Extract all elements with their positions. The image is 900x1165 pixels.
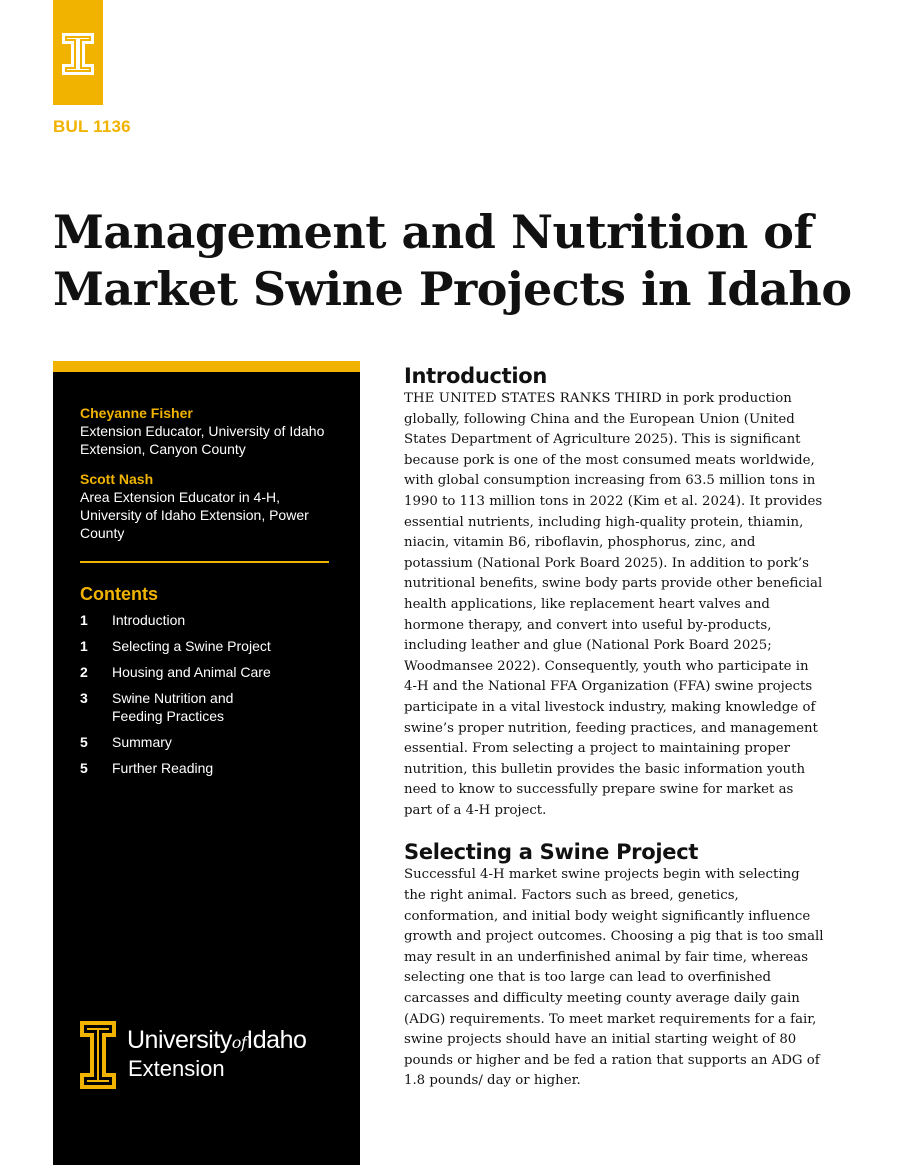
author-affiliation: Area Extension Educator in 4-H, University of Idaho Extension, Power County (80, 489, 309, 541)
toc-page-number: 5 (80, 760, 88, 776)
toc-label: Housing and Animal Care (112, 664, 271, 680)
main-content (404, 363, 824, 1092)
wordmark-of: of (231, 1033, 247, 1052)
section-introduction (404, 363, 824, 821)
section-heading: Selecting a Swine Project (404, 840, 699, 865)
author-name: Scott Nash (80, 471, 154, 487)
block-i-logo-icon (62, 33, 94, 75)
toc-label: Summary (112, 734, 172, 750)
toc-page-number: 1 (80, 612, 88, 628)
author-affiliation: Extension Educator, University of Idaho Extension, Canyon County (80, 423, 325, 457)
sidebar-divider (80, 561, 329, 563)
university-of-idaho-extension-logo (80, 1021, 340, 1091)
toc-page-number: 5 (80, 734, 88, 750)
title-line-2: Market Swine Projects in Idaho (53, 262, 852, 316)
toc-item[interactable] (80, 689, 340, 725)
header-logo-tab (53, 0, 103, 105)
toc-label: Introduction (112, 612, 186, 628)
section-paragraph: Successful 4-H market swine projects begin with selecting the right animal. Factors such as breed, genetics, conformation, and initial body weight significantly influence growth and project outcomes. Choosing a pig that is too small may result in an underfinished animal by fair time, whereas selecting one that is too large can lead to overfinished carcasses and difficulty meeting county average daily gain (ADG) requirements. To meet market requirements for a fair, swine projects should have an initial starting weight of 80 pounds or higher and be fed a ration that supports an ADG of 1.8 pounds/ day or higher. (404, 867, 824, 1089)
toc-page-number: 3 (80, 690, 88, 706)
sidebar-gold-bar (53, 361, 360, 372)
wordmark-university: University (127, 1026, 232, 1054)
bulletin-number: BUL 1136 (53, 117, 131, 136)
toc-label: Selecting a Swine Project (112, 638, 271, 654)
paragraph-body: in pork production globally, following China and the European Union (United States Department of Agriculture 2025). This is significant because pork is one of the most consumed meats worldwide, with global consumption increasing from 63.5 million tons in 1990 to 113 million tons in 2022 (Kim et al. 2024). It provides essential nutrients, including high-quality protein, thiamin, niacin, vitamin B6, riboflavin, phosphorus, zinc, and potassium (National Pork Board 2025). In addition to pork’s nutritional benefits, swine body parts provide other beneficial health applications, like replacement heart valves and hormone therapy, and convert into useful by-products, including leather and glue (National Pork Board 2025; Woodmansee 2022). Consequently, youth who participate in 4-H and the National FFA Organization (FFA) swine projects participate in a vital livestock industry, making knowledge of swine’s proper nutrition, feeding practices, and management essential. From selecting a project to maintaining proper nutrition, this bulletin provides the basic information youth need to know to successfully prepare swine for market as part of a 4-H project. (404, 391, 823, 818)
toc-page-number: 1 (80, 638, 88, 654)
author-block (80, 470, 340, 542)
author-block (80, 404, 340, 458)
wordmark-extension: Extension (128, 1056, 225, 1081)
university-wordmark (127, 1026, 306, 1057)
sidebar (53, 361, 360, 1165)
block-i-logo-icon (80, 1021, 116, 1089)
toc-label: Further Reading (112, 760, 214, 776)
section-heading: Introduction (404, 364, 548, 388)
wordmark-idaho: Idaho (246, 1026, 307, 1054)
toc-item[interactable] (80, 733, 340, 751)
paragraph-lead-in: THE UNITED STATES RANKS THIRD (404, 391, 662, 406)
toc-item[interactable] (80, 759, 340, 777)
section-paragraph (404, 389, 824, 821)
toc-item[interactable] (80, 663, 340, 681)
page-title (53, 204, 853, 318)
contents-heading: Contents (80, 584, 158, 604)
section-selecting (404, 839, 824, 1092)
toc-page-number: 2 (80, 664, 88, 680)
author-name: Cheyanne Fisher (80, 405, 193, 421)
toc-item[interactable] (80, 611, 340, 629)
toc-label: Swine Nutrition and Feeding Practices (112, 690, 234, 724)
title-line-1: Management and Nutrition of (53, 205, 813, 259)
toc-item[interactable] (80, 637, 340, 655)
table-of-contents (80, 611, 340, 785)
